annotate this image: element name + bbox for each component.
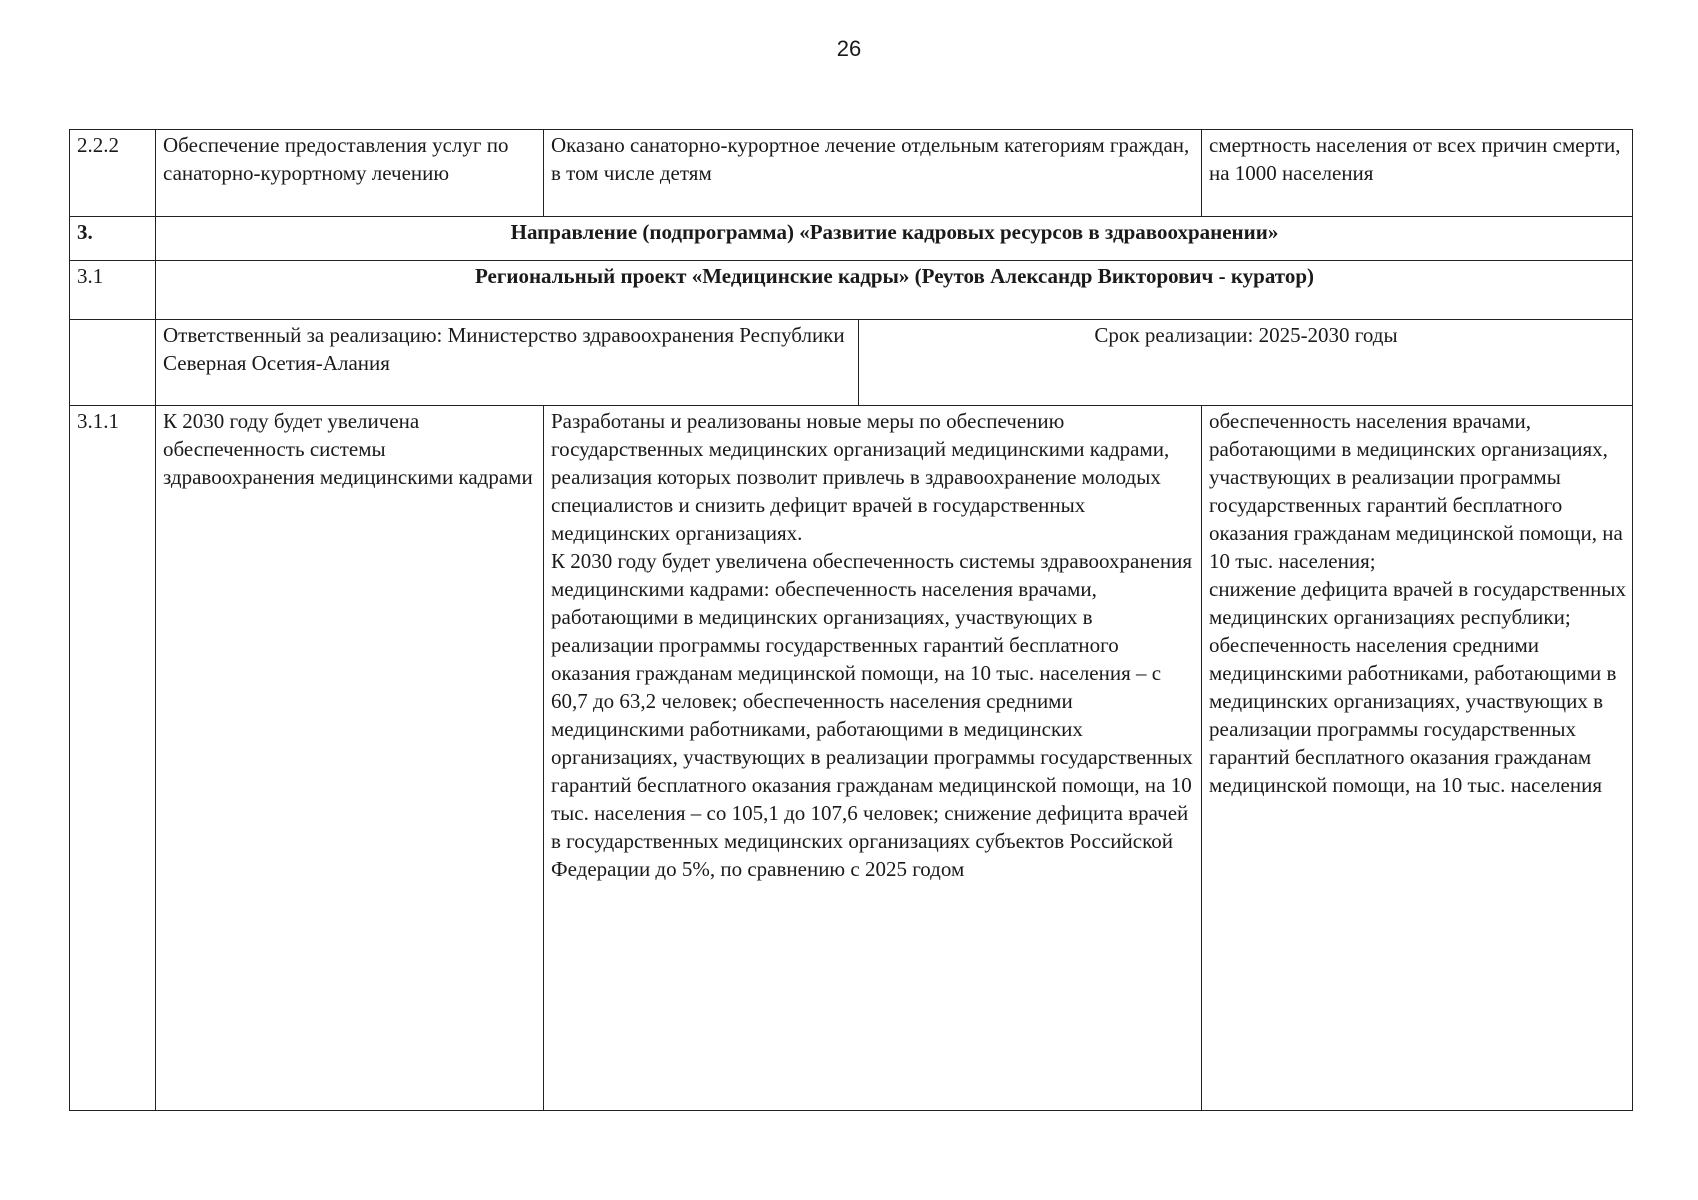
project-heading-row — [70, 261, 1633, 320]
row-number: 2.2.2 — [70, 130, 156, 217]
term-cell: Срок реализации: 2025-2030 годы — [859, 320, 1633, 406]
structural-elements-table — [69, 129, 1633, 1111]
section-heading-row — [70, 217, 1633, 261]
table-row — [70, 130, 1633, 217]
project-title: Региональный проект «Медицинские кадры» (Реутов Александр Викторович - куратор) — [156, 261, 1633, 320]
page-number: 26 — [836, 36, 862, 61]
responsible-cell: Ответственный за реализацию: Министерство здравоохранения Республики Северная Осетия-Алания — [156, 320, 859, 406]
effect-cell: Оказано санаторно-курортное лечение отдельным категориям граждан, в том числе детям — [544, 130, 1202, 217]
table-row — [70, 406, 1633, 1111]
project-number: 3.1 — [70, 261, 156, 320]
section-number: 3. — [70, 217, 156, 261]
project-info-row — [70, 320, 1633, 406]
section-title: Направление (подпрограмма) «Развитие кадровых ресурсов в здравоохранении» — [156, 217, 1633, 261]
indicator-cell: смертность населения от всех причин смерти, на 1000 населения — [1202, 130, 1633, 217]
indicator-cell: обеспеченность населения врачами, работающими в медицинских организациях, участвующих в реализации программы государственных гарантий бесплатного оказания гражданам медицинской помощи, на 10 тыс. населения; снижение дефицита врачей в государственных медицинских организациях республики; обеспеченность населения средними медицинскими работниками, работающими в медицинских организациях, участвующих в реализации программы государственных гарантий бесплатного оказания гражданам медицинской помощи, на 10 тыс. населения — [1202, 406, 1633, 1111]
task-cell: К 2030 году будет увеличена обеспеченность системы здравоохранения медицинскими кадрами — [156, 406, 544, 1111]
task-cell: Обеспечение предоставления услуг по санаторно-курортному лечению — [156, 130, 544, 217]
effect-cell: Разработаны и реализованы новые меры по обеспечению государственных медицинских организаций медицинскими кадрами, реализация которых позволит привлечь в здравоохранение молодых специалистов и снизить дефицит врачей в государственных медицинских организациях. К 2030 году будет увеличена обеспеченность системы здравоохранения медицинскими кадрами: обеспеченность населения врачами, работающими в медицинских организациях, участвующих в реализации программы государственных гарантий бесплатного оказания гражданам медицинской помощи, на 10 тыс. населения – с 60,7 до 63,2 человек; обеспеченность населения средними медицинскими работниками, работающими в медицинских организациях, участвующих в реализации программы государственных гарантий бесплатного оказания гражданам медицинской помощи, на 10 тыс. населения – со 105,1 до 107,6 человек; снижение дефицита врачей в государственных медицинских организациях субъектов Российской Федерации до 5%, по сравнению с 2025 годом — [544, 406, 1202, 1111]
row-number: 3.1.1 — [70, 406, 156, 1111]
empty-cell — [70, 320, 156, 406]
